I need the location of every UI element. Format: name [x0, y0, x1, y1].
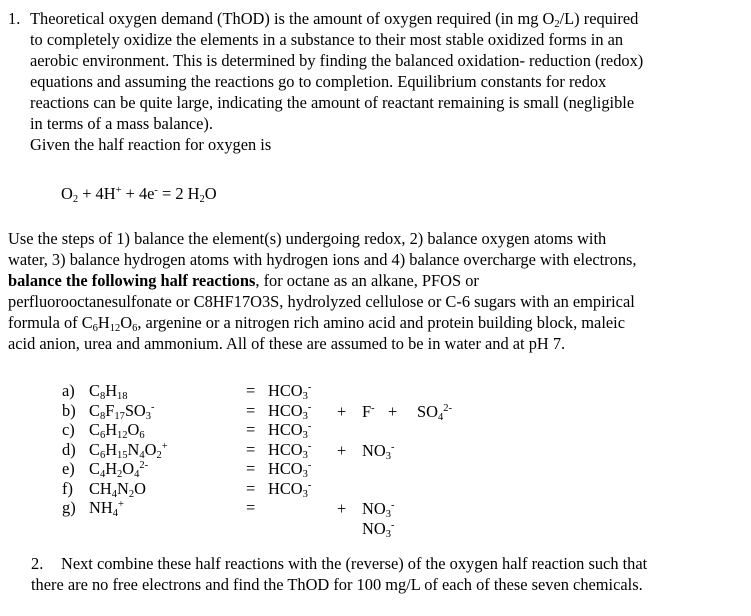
- q1-line-3: aerobic environment. This is determined by finding the balanced oxidation- reduction (redox): [30, 51, 644, 70]
- equals-e: =: [246, 459, 256, 478]
- reactant-sugar: $C_6H_{12}O_6$: [89, 420, 145, 441]
- q1-line-4: equations and assuming the reactions go to completion. Equilibrium constants for redox: [30, 72, 607, 91]
- reactant-octane: $C_8H_{18}$: [89, 381, 128, 402]
- oxygen-half-reaction: $O_2 + 4H^+ + 4e^- = 2$ $H_2O$: [61, 184, 217, 205]
- product-f-nitrate: $NO_3^-$: [362, 499, 395, 520]
- instr-bold: balance the following half reactions: [8, 271, 256, 290]
- question-1-text: [30, 8, 643, 155]
- product-b-hco3: $HCO_3^-$: [268, 400, 312, 422]
- instr-line-3: balance the following half reactions, for octane as an alkane, PFOS or: [8, 271, 479, 290]
- instr-line-5: formula of $C_6H_{12}O_6$, argenine or a nitrogen rich amino acid and protein building block, maleic: [8, 313, 625, 334]
- q1-line-2: to completely oxidize the elements in a substance to their most stable oxidized forms in an: [30, 30, 624, 49]
- equals-b: =: [246, 400, 256, 420]
- reaction-equals: [246, 381, 255, 518]
- product-a-hco3: $HCO_3^-$: [268, 381, 312, 402]
- equals-g: =: [246, 498, 256, 517]
- instr-line-2: water, 3) balance hydrogen atoms with hydrogen ions and 4) balance overcharge with electrons,: [8, 250, 637, 269]
- product-b-fluoride: F-: [362, 401, 375, 421]
- reaction-label-e: e): [62, 459, 75, 478]
- reactant-urea: $CH_4N_2O$: [89, 478, 146, 500]
- product-b-sulfate: $SO_4^{2-}$: [417, 401, 452, 423]
- instr-line-1: Use the steps of 1) balance the element(s) undergoing redox, 2) balance oxygen atoms with: [8, 229, 607, 248]
- question-2-number: 2.: [31, 554, 44, 573]
- equals-a: =: [246, 381, 256, 400]
- reactant-ammonium: $NH_4^+$: [89, 498, 124, 519]
- reaction-reactants: [89, 381, 168, 518]
- reaction-label-f: f): [62, 478, 73, 498]
- product-c-hco3: $HCO_3^-$: [268, 420, 312, 441]
- q1-line-5: reactions can be quite large, indicating the amount of reactant remaining is small (negligible: [30, 93, 635, 112]
- product-g-empty: [268, 498, 311, 518]
- reaction-label-b: b): [62, 400, 76, 420]
- reaction-label-g: g): [62, 498, 76, 517]
- plus-b-2: +: [388, 401, 398, 421]
- plus-b-1: +: [337, 401, 347, 421]
- reaction-products-hco3: [268, 381, 311, 518]
- reaction-label-a: a): [62, 381, 75, 400]
- reaction-label-c: c): [62, 420, 75, 439]
- product-g-nitrate: $NO_3^-$: [362, 518, 395, 540]
- product-f-hco3: $HCO_3^-$: [268, 478, 312, 500]
- q1-line-1: Theoretical oxygen demand (ThOD) is the amount of oxygen required (in mg $O_2/L$) required: [30, 9, 639, 30]
- product-d-hco3: $HCO_3^-$: [268, 439, 312, 461]
- equals-c: =: [246, 420, 256, 439]
- plus-f-1: +: [337, 499, 347, 518]
- instr-line-4: perfluorooctanesulfonate or C8HF17O3S, hydrolyzed cellulose or C-6 sugars with an empirical: [8, 292, 635, 311]
- q1-line-6: in terms of a mass balance).: [30, 114, 213, 133]
- question-1-number: 1.: [8, 9, 21, 28]
- question-2-line-2: there are no free electrons and find the ThOD for 100 mg/L of each of these seven chemicals.: [31, 575, 643, 594]
- reactant-pfos: $C_8F_{17}SO_3^-$: [89, 400, 155, 422]
- instr-line-6: acid anion, urea and ammonium. All of these are assumed to be in water and at pH 7.: [8, 334, 566, 353]
- question-2-line-1: Next combine these half reactions with the (reverse) of the oxygen half reaction such that: [61, 554, 648, 573]
- q1-given: Given the half reaction for oxygen is: [30, 135, 272, 154]
- product-d-nitrate: $NO_3^-$: [362, 440, 395, 462]
- equals-d: =: [246, 439, 256, 459]
- reactant-arginine: $C_6H_{15}N_4O_2^+$: [89, 439, 168, 461]
- reactant-maleate: $C_4H_2O_4^{2-}$: [89, 459, 149, 480]
- instructions-paragraph: [8, 228, 637, 354]
- equals-f: =: [246, 478, 256, 498]
- reaction-label-d: d): [62, 439, 76, 459]
- plus-d-1: +: [337, 440, 347, 460]
- product-e-hco3: $HCO_3^-$: [268, 459, 312, 480]
- reaction-labels: [62, 381, 76, 518]
